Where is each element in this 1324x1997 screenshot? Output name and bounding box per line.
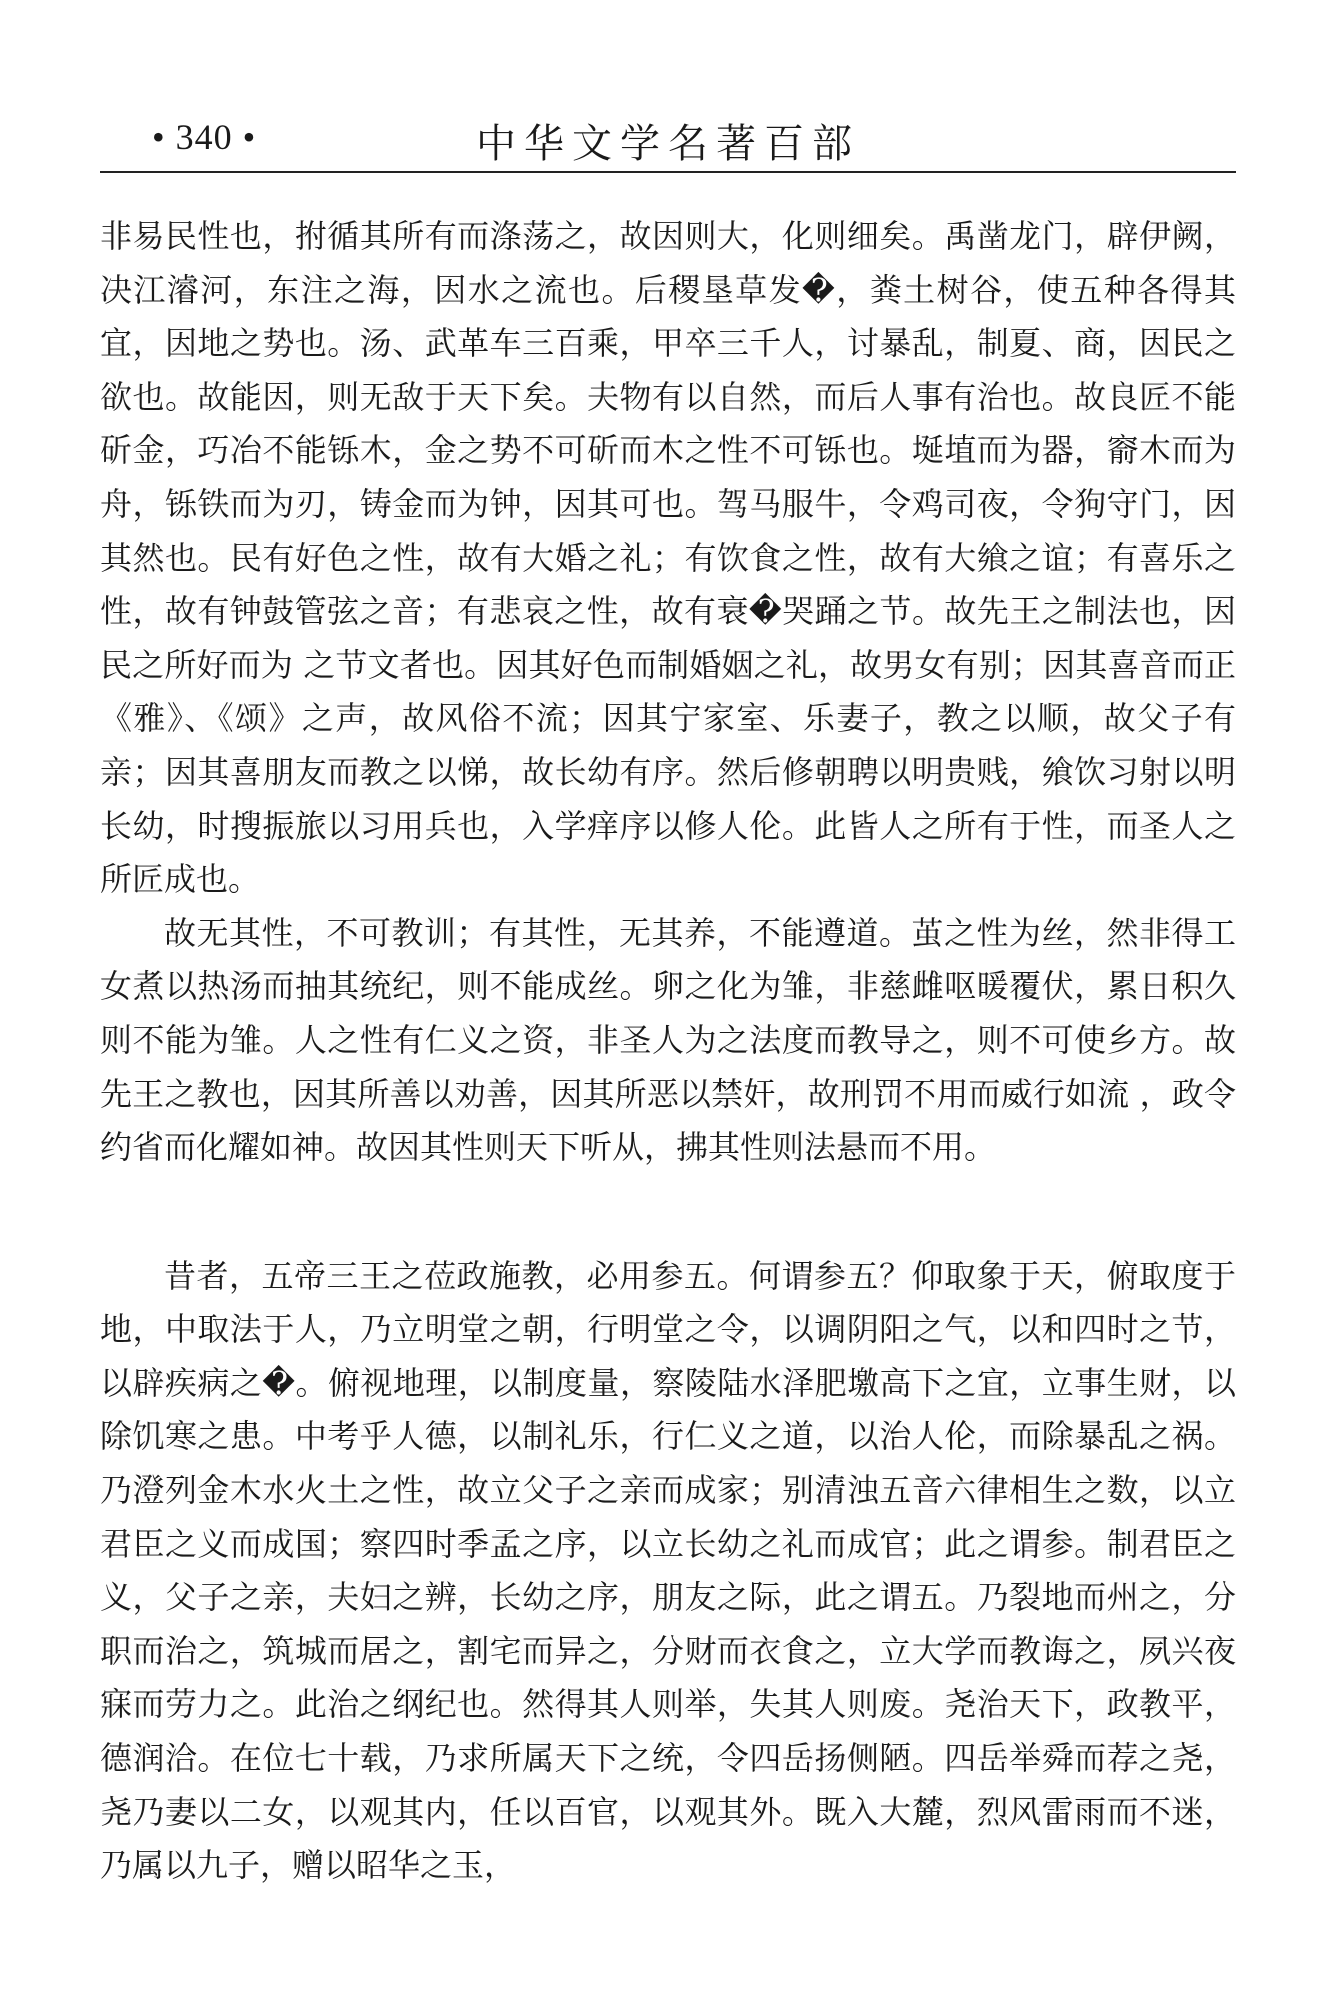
- page-header: [100, 110, 1236, 172]
- body-text: [100, 210, 1236, 1893]
- page-number: • 340 •: [152, 117, 257, 157]
- book-title: 中华文学名著百部: [476, 121, 860, 167]
- paragraph-gap: [100, 1175, 1236, 1250]
- paragraph-1: 非易民性也，拊循其所有而涤荡之，故因则大，化则细矣。禹凿龙门，辟伊阙，决江濬河，东注之海，因水之流也。后稷垦草发�，粪土树谷，使五种各得其宜，因地之势也。汤、武革车三百乘，甲卒三千人，讨暴乱，制夏、商，因民之欲也。故能因，则无敌于天下矣。夫物有以自然，而后人事有治也。故良匠不能斫金，巧冶不能铄木，金之势不可斫而木之性不可铄也。埏埴而为器，窬木而为舟，铄铁而为刃，铸金而为钟，因其可也。驾马服牛，令鸡司夜，令狗守门，因其然也。民有好色之性，故有大婚之礼；有饮食之性，故有大飨之谊；有喜乐之性，故有钟鼓管弦之音；有悲哀之性，故有衰�哭踊之节。故先王之制法也，因民之所好而为 之节文者也。因其好色而制婚姻之礼，故男女有别；因其喜音而正《雅》、《颂》之声，故风俗不流；因其宁家室、乐妻子，教之以顺，故父子有亲；因其喜朋友而教之以悌，故长幼有序。然后修朝聘以明贵贱，飨饮习射以明长幼，时搜振旅以习用兵也，入学痒序以修人伦。此皆人之所有于性，而圣人之所匠成也。: [100, 217, 1236, 899]
- paragraph-3: 昔者，五帝三王之莅政施教，必用参五。何谓参五？仰取象于天，俯取度于地，中取法于人，乃立明堂之朝，行明堂之令，以调阴阳之气，以和四时之节，以辟疾病之�。俯视地理，以制度量，察陵陆水泽肥墽高下之宜，立事生财，以除饥寒之患。中考乎人德，以制礼乐，行仁义之道，以治人伦，而除暴乱之祸。乃澄列金木水火土之性，故立父子之亲而成家；别清浊五音六律相生之数，以立君臣之义而成国；察四时季孟之序，以立长幼之礼而成官；此之谓参。制君臣之义，父子之亲，夫妇之辨，长幼之序，朋友之际，此之谓五。乃裂地而州之，分职而治之，筑城而居之，割宅而异之，分财而衣食之，立大学而教诲之，夙兴夜寐而劳力之。此治之纲纪也。然得其人则举，失其人则废。尧治天下，政教平，德润洽。在位七十载，乃求所属天下之统，令四岳扬侧陋。四岳举舜而荐之尧，尧乃妻以二女，以观其内，任以百官，以观其外。既入大麓，烈风雷雨而不迷，乃属以九子，赠以昭华之玉，: [100, 1256, 1236, 1885]
- paragraph-2: 故无其性，不可教训；有其性，无其养，不能遵道。茧之性为丝，然非得工女煮以热汤而抽其统纪，则不能成丝。卵之化为雏，非慈雌呕暖覆伏，累日积久则不能为雏。人之性有仁义之资，非圣人为之法度而教导之，则不可使乡方。故先王之教也，因其所善以劝善，因其所恶以禁奸，故刑罚不用而威行如流 ，政令约省而化耀如神。故因其性则天下听从，拂其性则法悬而不用。: [100, 913, 1236, 1167]
- header-rule: [100, 171, 1236, 173]
